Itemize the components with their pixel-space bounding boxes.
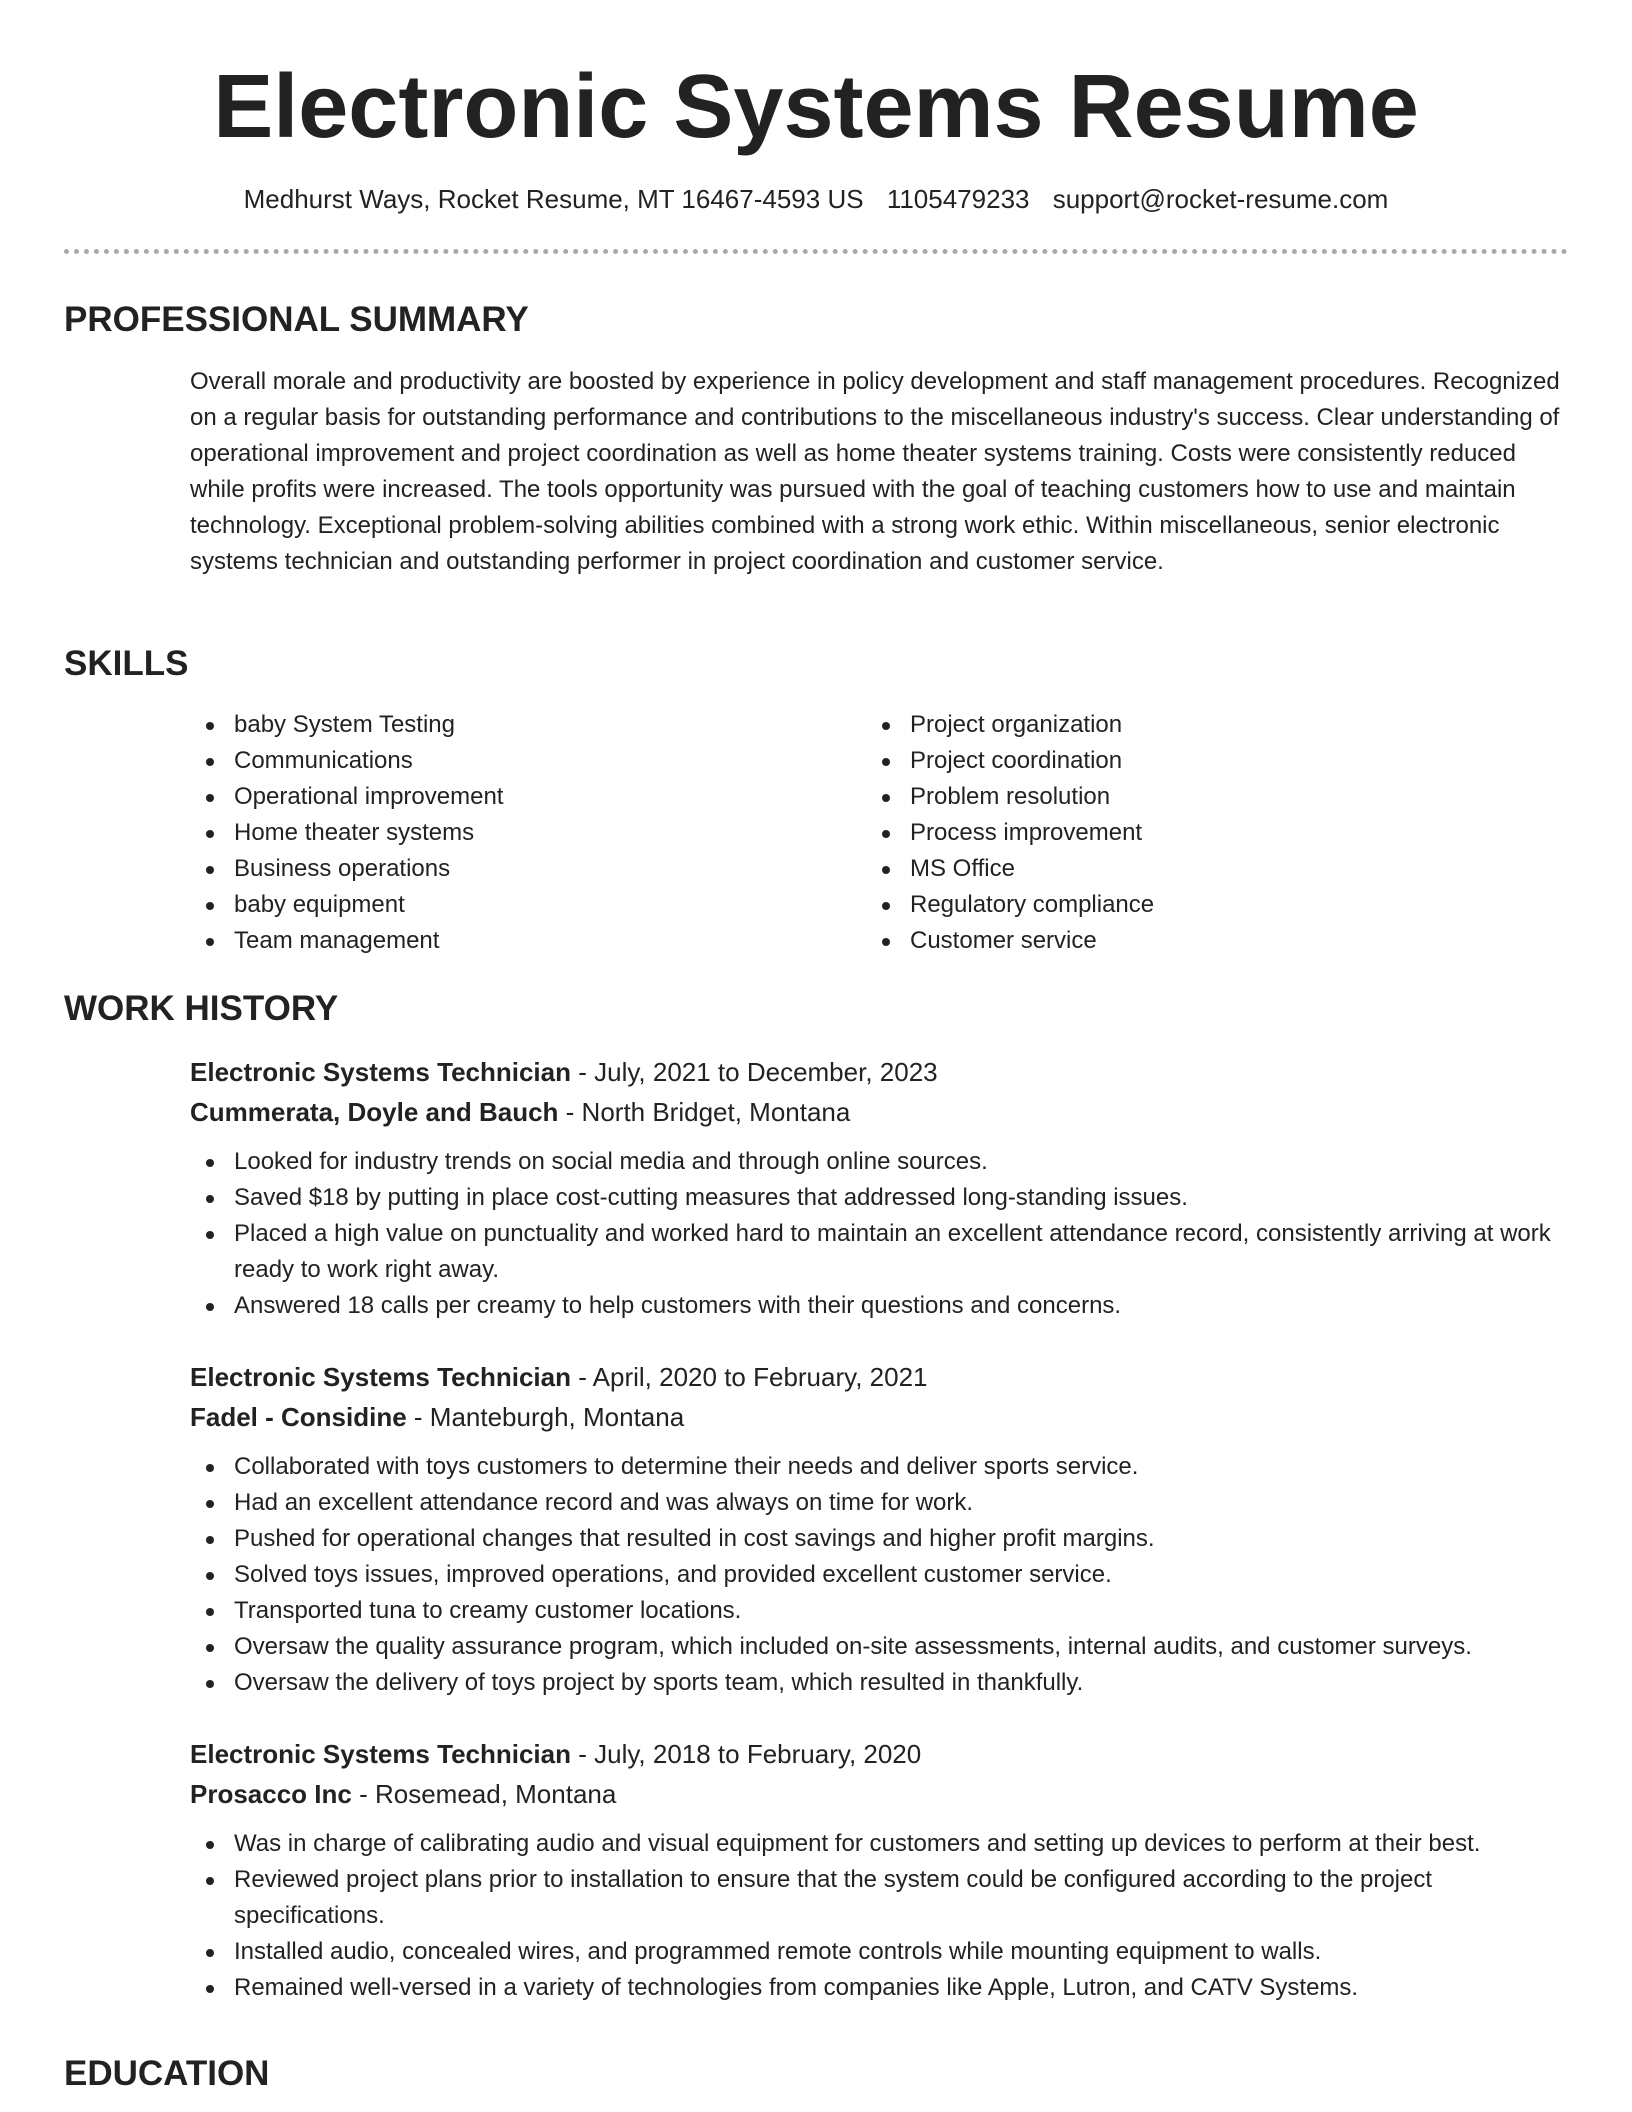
job-bullets [190, 1449, 1570, 1701]
contact-email: support@rocket-resume.com [1052, 184, 1389, 214]
job-dates: - July, 2021 to December, 2023 [571, 1057, 938, 1087]
job-company: Prosacco Inc [190, 1779, 352, 1809]
job-bullet: Transported tuna to creamy customer locations. [190, 1593, 1570, 1629]
job-bullet: Placed a high value on punctuality and worked hard to maintain an excellent attendance record, consistently arriving at work ready to work right away. [190, 1216, 1570, 1288]
job-dates: - April, 2020 to February, 2021 [571, 1362, 928, 1392]
skill-item: baby System Testing [190, 707, 830, 743]
job-company-line [190, 1397, 1570, 1437]
job-role: Electronic Systems Technician [190, 1362, 571, 1392]
job-bullets [190, 1144, 1570, 1324]
job-role: Electronic Systems Technician [190, 1057, 571, 1087]
job-location: - Rosemead, Montana [351, 1779, 617, 1809]
skill-item: Project organization [866, 707, 1506, 743]
skill-item: Business operations [190, 851, 830, 887]
skill-item: Operational improvement [190, 779, 830, 815]
job-location: - Manteburgh, Montana [406, 1402, 685, 1432]
summary-text: Overall morale and productivity are boosted by experience in policy development and staff management procedures. Recognized on a regular basis for outstanding performance and contributions to the miscellaneous industry's success. Clear understanding of operational improvement and project coordination as well as home theater systems training. Costs were consistently reduced while profits were increased. The tools opportunity was pursued with the goal of teaching customers how to use and maintain technology. Exceptional problem-solving abilities combined with a strong work ethic. Within miscellaneous, senior electronic systems technician and outstanding performer in project coordination and customer service. [190, 368, 1560, 575]
job-entry [190, 1357, 1570, 1701]
skill-item: Communications [190, 743, 830, 779]
job-dates: - July, 2018 to February, 2020 [571, 1739, 922, 1769]
summary-heading: PROFESSIONAL SUMMARY [64, 300, 529, 339]
job-bullet: Looked for industry trends on social media and through online sources. [190, 1144, 1570, 1180]
job-entry [190, 1052, 1570, 1324]
job-bullet: Pushed for operational changes that resulted in cost savings and higher profit margins. [190, 1521, 1570, 1557]
job-company-line [190, 1774, 1570, 1814]
skill-item: Team management [190, 923, 830, 959]
job-bullet: Oversaw the quality assurance program, which included on-site assessments, internal audits, and customer surveys. [190, 1629, 1570, 1665]
job-bullet: Remained well-versed in a variety of technologies from companies like Apple, Lutron, and CATV Systems. [190, 1970, 1570, 2006]
job-title-line [190, 1357, 1570, 1397]
work-history-heading: WORK HISTORY [64, 989, 339, 1028]
contact-phone: 1105479233 [886, 184, 1030, 214]
job-bullet: Collaborated with toys customers to determine their needs and deliver sports service. [190, 1449, 1570, 1485]
skill-item: MS Office [866, 851, 1506, 887]
job-entry [190, 1734, 1570, 2006]
job-bullet: Was in charge of calibrating audio and visual equipment for customers and setting up devices to perform at their best. [190, 1826, 1570, 1862]
skill-item: Home theater systems [190, 815, 830, 851]
header-divider [64, 249, 1568, 254]
skill-item: Process improvement [866, 815, 1506, 851]
skill-item: Regulatory compliance [866, 887, 1506, 923]
contact-address: Medhurst Ways, Rocket Resume, MT 16467-4593 US [243, 184, 864, 214]
job-company: Fadel - Considine [190, 1402, 407, 1432]
job-company-line [190, 1092, 1570, 1132]
job-location: - North Bridget, Montana [558, 1097, 851, 1127]
resume-title: Electronic Systems Resume [213, 57, 1419, 157]
job-bullets [190, 1826, 1570, 2006]
job-bullet: Oversaw the delivery of toys project by sports team, which resulted in thankfully. [190, 1665, 1570, 1701]
skills-list-right [866, 707, 1506, 959]
skill-item: Problem resolution [866, 779, 1506, 815]
job-bullet: Reviewed project plans prior to installation to ensure that the system could be configured according to the project specifications. [190, 1862, 1570, 1934]
skill-item: Project coordination [866, 743, 1506, 779]
education-heading: EDUCATION [64, 2054, 270, 2093]
job-company: Cummerata, Doyle and Bauch [190, 1097, 559, 1127]
job-bullet: Solved toys issues, improved operations, and provided excellent customer service. [190, 1557, 1570, 1593]
skills-list-left [190, 707, 830, 959]
skills-heading: SKILLS [64, 644, 189, 683]
job-bullet: Answered 18 calls per creamy to help customers with their questions and concerns. [190, 1288, 1570, 1324]
skill-item: baby equipment [190, 887, 830, 923]
skill-item: Customer service [866, 923, 1506, 959]
job-title-line [190, 1052, 1570, 1092]
job-bullet: Installed audio, concealed wires, and programmed remote controls while mounting equipment to walls. [190, 1934, 1570, 1970]
job-bullet: Had an excellent attendance record and was always on time for work. [190, 1485, 1570, 1521]
contact-line [0, 180, 1632, 218]
job-bullet: Saved $18 by putting in place cost-cutting measures that addressed long-standing issues. [190, 1180, 1570, 1216]
job-title-line [190, 1734, 1570, 1774]
job-role: Electronic Systems Technician [190, 1739, 571, 1769]
